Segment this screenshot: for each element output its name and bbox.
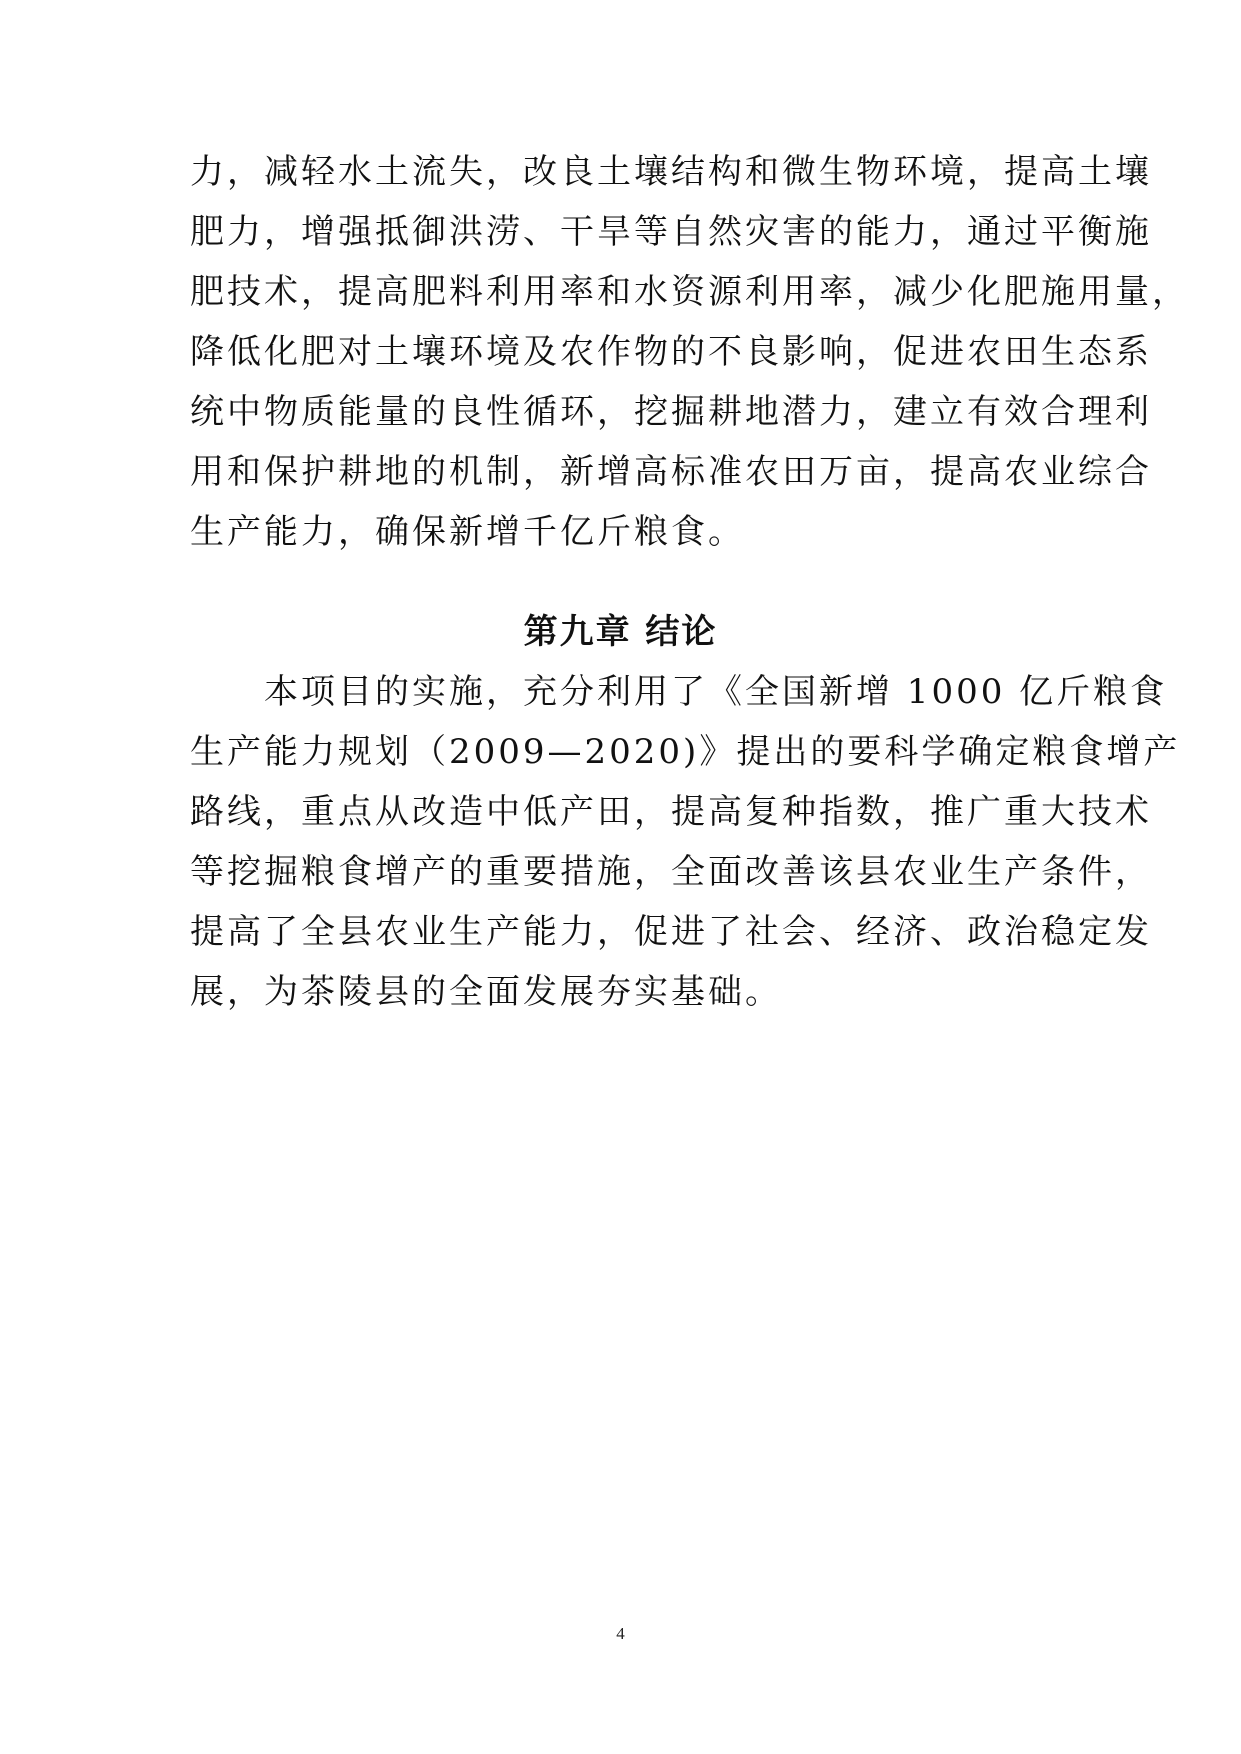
text-line: 力，减轻水土流失，改良土壤结构和微生物环境，提高土壤 bbox=[190, 152, 1152, 192]
chapter-heading: 第九章 结论 bbox=[523, 612, 718, 652]
text-line: 提高了全县农业生产能力，促进了社会、经济、政治稳定发 bbox=[190, 912, 1152, 952]
text-line: 降低化肥对土壤环境及农作物的不良影响，促进农田生态系 bbox=[190, 332, 1152, 372]
text-line: 用和保护耕地的机制，新增高标准农田万亩，提高农业综合 bbox=[190, 452, 1152, 492]
text-line: 路线，重点从改造中低产田，提高复种指数，推广重大技术 bbox=[190, 792, 1152, 832]
page-number: 4 bbox=[616, 1624, 625, 1643]
text-line: 等挖掘粮食增产的重要措施，全面改善该县农业生产条件， bbox=[190, 852, 1152, 892]
text-line: 肥技术，提高肥料利用率和水资源利用率，减少化肥施用量， bbox=[190, 272, 1189, 312]
text-line: 展，为茶陵县的全面发展夯实基础。 bbox=[190, 972, 782, 1012]
text-line: 肥力，增强抵御洪涝、干旱等自然灾害的能力，通过平衡施 bbox=[190, 212, 1152, 252]
text-line: 统中物质能量的良性循环，挖掘耕地潜力，建立有效合理利 bbox=[190, 392, 1152, 432]
text-line: 生产能力规划（2009—2020)》提出的要科学确定粮食增产 bbox=[190, 732, 1181, 772]
text-line: 本项目的实施，充分利用了《全国新增 1000 亿斤粮食 bbox=[190, 672, 1168, 712]
text-line: 生产能力，确保新增千亿斤粮食。 bbox=[190, 512, 745, 552]
